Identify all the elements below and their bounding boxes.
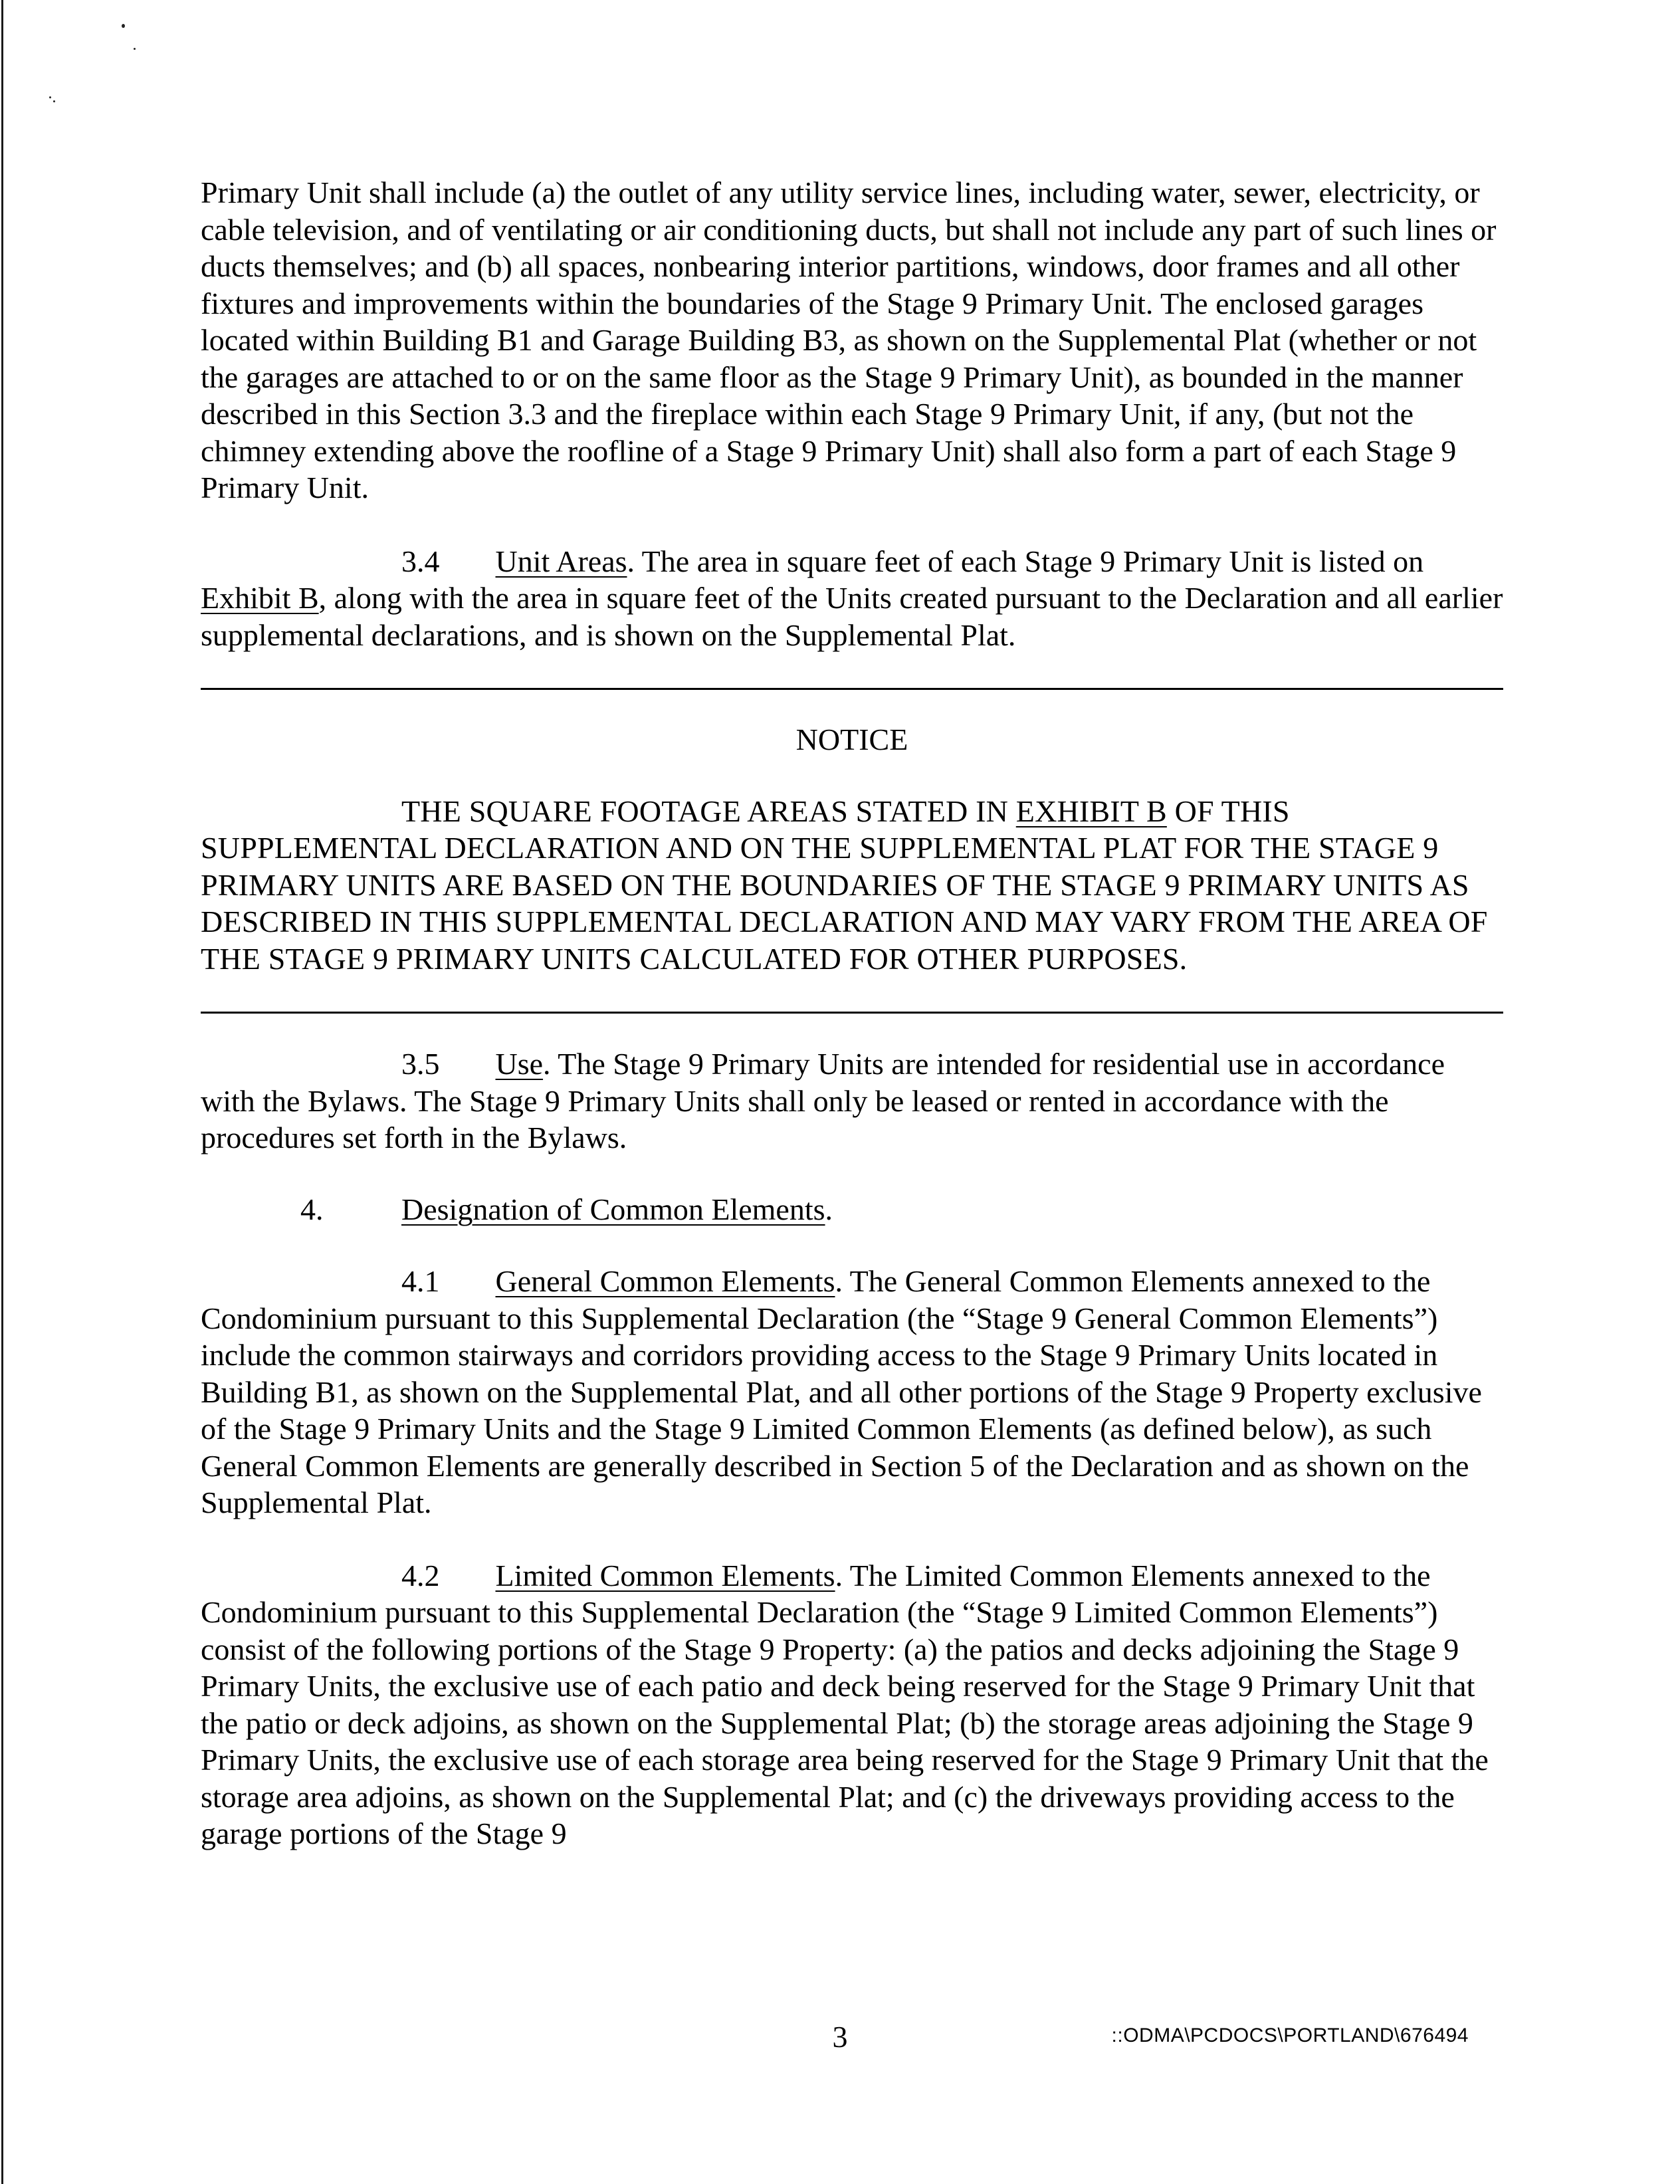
section-number: 4. — [300, 1192, 324, 1226]
section-heading: Unit Areas — [495, 544, 627, 578]
notice-top-rule — [201, 688, 1503, 690]
section-4: 4. Designation of Common Elements. — [201, 1191, 1503, 1228]
scan-speck — [49, 96, 51, 98]
notice-body: THE SQUARE FOOTAGE AREAS STATED IN EXHIBIT B OF THIS SUPPLEMENTAL DECLARATION AND ON THE SUPPLEMENTAL PLAT FOR THE STAGE 9 PRIMARY UNITS ARE BASED ON THE BOUNDARIES OF THE STAGE 9 PRIMARY UNITS AS DESCRIBED IN THIS SUPPLEMENTAL DECLARATION AND MAY VARY FROM THE AREA OF THE STAGE 9 PRIMARY UNITS CALCULATED FOR OTHER PURPOSES. — [201, 794, 1488, 976]
section-4-1: 4.1 General Common Elements. The General Common Elements annexed to the Condominium pursuant to this Supplemental Declaration (the “Stage 9 General Common Elements”) include the common stairways and corridors providing access to the Stage 9 Primary Units located in Building B1, as shown on the Supplemental Plat, and all other portions of the Stage 9 Property exclusive of the Stage 9 Primary Units and the Stage 9 Limited Common Elements (as defined below), as such General Common Elements are generally described in Section 5 of the Declaration and as shown on the Supplemental Plat. — [201, 1264, 1482, 1519]
document-path: ::ODMA\PCDOCS\PORTLAND\676494 — [1111, 2024, 1469, 2046]
section-number: 4.1 — [401, 1264, 440, 1298]
page-number: 3 — [832, 2020, 848, 2054]
section-number: 3.4 — [401, 544, 440, 578]
section-4-2: 4.2 Limited Common Elements. The Limited Common Elements annexed to the Condominium pursuant to this Supplemental Declaration (the “Stage 9 Limited Common Elements”) consist of the following portions of the Stage 9 Property: (a) the patios and decks adjoining the Stage 9 Primary Units, the exclusive use of each patio and deck being reserved for the Stage 9 Primary Unit that the patio or deck adjoins, as shown on the Supplemental Plat; (b) the storage areas adjoining the Stage 9 Primary Units, the exclusive use of each storage area being reserved for the Stage 9 Primary Unit that the storage area adjoins, as shown on the Supplemental Plat; and (c) the driveways providing access to the garage portions of the Stage 9 — [201, 1558, 1489, 1850]
notice-title: NOTICE — [795, 722, 908, 756]
section-3-4: 3.4 Unit Areas. The area in square feet of each Stage 9 Primary Unit is listed on Exhibit B, along with the area in square feet of the Units created pursuant to the Declaration and all earlier supplemental declarations, and is shown on the Supplemental Plat. — [201, 544, 1503, 652]
scan-speck — [134, 48, 136, 50]
section-heading: Designation of Common Elements — [401, 1192, 825, 1226]
exhibit-b-reference: EXHIBIT B — [1015, 794, 1167, 828]
section-heading: General Common Elements — [495, 1264, 835, 1298]
scan-left-edge — [1, 0, 3, 2184]
exhibit-b-reference: Exhibit B — [201, 581, 319, 615]
notice-bottom-rule — [201, 1012, 1503, 1014]
document-body — [201, 174, 1503, 1852]
scan-speck — [122, 24, 125, 28]
section-heading: Limited Common Elements — [495, 1558, 835, 1592]
section-heading: Use — [495, 1047, 544, 1081]
section-number: 4.2 — [401, 1558, 440, 1592]
section-number: 3.5 — [401, 1047, 440, 1081]
continued-paragraph: Primary Unit shall include (a) the outlet of any utility service lines, including water, sewer, electricity, or cable television, and of ventilating or air conditioning ducts, but shall not include any part of such lines or ducts themselves; and (b) all spaces, nonbearing interior partitions, windows, door frames and all other fixtures and improvements within the boundaries of the Stage 9 Primary Unit. The enclosed garages located within Building B1 and Garage Building B3, as shown on the Supplemental Plat (whether or not the garages are attached to or on the same floor as the Stage 9 Primary Unit), as bounded in the manner described in this Section 3.3 and the fireplace within each Stage 9 Primary Unit, if any, (but not the chimney extending above the roofline of a Stage 9 Primary Unit) shall also form a part of each Stage 9 Primary Unit. — [201, 175, 1497, 504]
scan-speck — [53, 100, 55, 102]
section-3-5: 3.5 Use. The Stage 9 Primary Units are intended for residential use in accordance with the Bylaws. The Stage 9 Primary Units shall only be leased or rented in accordance with the procedures set forth in the Bylaws. — [201, 1047, 1445, 1154]
